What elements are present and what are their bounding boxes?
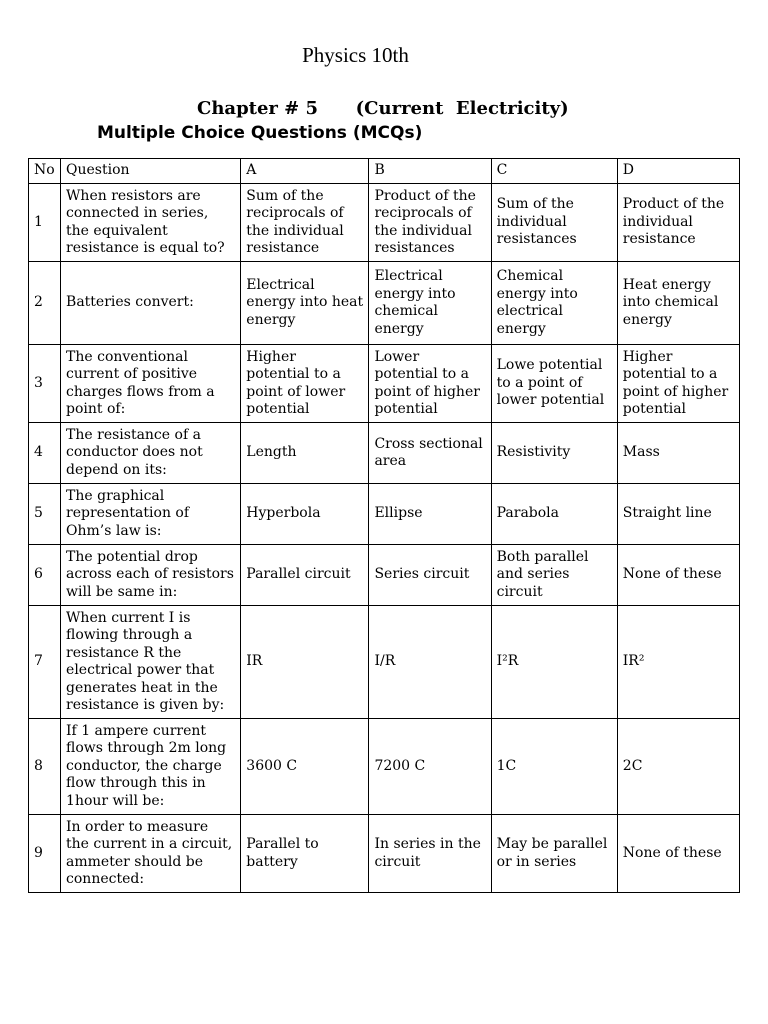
option-d: None of these (617, 815, 739, 893)
question-number: 7 (29, 606, 61, 719)
option-a: Electrical energy into heat energy (241, 262, 369, 345)
question-number: 3 (29, 345, 61, 423)
option-b: 7200 C (369, 719, 491, 815)
table-row (29, 484, 740, 545)
option-a: Parallel circuit (241, 545, 369, 606)
question-number: 4 (29, 423, 61, 484)
option-c: Sum of the individual resistances (491, 184, 617, 262)
question-text: When current I is flowing through a resistance R the electrical power that generates heat in the resistance is given by: (61, 606, 241, 719)
option-c: Lowe potential to a point of lower potential (491, 345, 617, 423)
header-no: No (29, 159, 61, 184)
option-a: Parallel to battery (241, 815, 369, 893)
option-d: IR² (617, 606, 739, 719)
option-b: Series circuit (369, 545, 491, 606)
option-b: In series in the circuit (369, 815, 491, 893)
option-d: 2C (617, 719, 739, 815)
option-c: May be parallel or in series (491, 815, 617, 893)
table-row (29, 262, 740, 345)
header-question: Question (61, 159, 241, 184)
document-subject-title: Physics 10th (302, 43, 409, 67)
table-row (29, 423, 740, 484)
question-text: The resistance of a conductor does not depend on its: (61, 423, 241, 484)
header-option-c: C (491, 159, 617, 184)
option-d: Higher potential to a point of higher potential (617, 345, 739, 423)
mcq-table (28, 158, 740, 893)
option-b: I/R (369, 606, 491, 719)
option-b: Cross sectional area (369, 423, 491, 484)
option-a: Higher potential to a point of lower potential (241, 345, 369, 423)
question-text: In order to measure the current in a circuit, ammeter should be connected: (61, 815, 241, 893)
option-c: Parabola (491, 484, 617, 545)
option-a: 3600 C (241, 719, 369, 815)
question-number: 6 (29, 545, 61, 606)
header-option-b: B (369, 159, 491, 184)
header-option-a: A (241, 159, 369, 184)
option-d: None of these (617, 545, 739, 606)
table-row (29, 815, 740, 893)
option-a: IR (241, 606, 369, 719)
question-text: When resistors are connected in series, the equivalent resistance is equal to? (61, 184, 241, 262)
option-a: Length (241, 423, 369, 484)
question-number: 1 (29, 184, 61, 262)
table-header-row (29, 159, 740, 184)
chapter-title: Chapter # 5 (Current Electricity) (197, 98, 569, 119)
option-b: Product of the reciprocals of the individual resistances (369, 184, 491, 262)
option-d: Mass (617, 423, 739, 484)
option-d: Straight line (617, 484, 739, 545)
question-text: The conventional current of positive charges flows from a point of: (61, 345, 241, 423)
question-text: The potential drop across each of resistors will be same in: (61, 545, 241, 606)
question-number: 8 (29, 719, 61, 815)
table-row (29, 345, 740, 423)
option-b: Ellipse (369, 484, 491, 545)
header-option-d: D (617, 159, 739, 184)
table-row (29, 545, 740, 606)
table-row (29, 184, 740, 262)
table-row (29, 606, 740, 719)
option-b: Electrical energy into chemical energy (369, 262, 491, 345)
option-c: I²R (491, 606, 617, 719)
option-c: Both parallel and series circuit (491, 545, 617, 606)
option-c: 1C (491, 719, 617, 815)
question-text: The graphical representation of Ohm’s law is: (61, 484, 241, 545)
question-number: 2 (29, 262, 61, 345)
option-a: Sum of the reciprocals of the individual resistance (241, 184, 369, 262)
question-number: 5 (29, 484, 61, 545)
option-b: Lower potential to a point of higher potential (369, 345, 491, 423)
option-a: Hyperbola (241, 484, 369, 545)
question-text: Batteries convert: (61, 262, 241, 345)
section-heading: Multiple Choice Questions (MCQs) (97, 123, 423, 143)
question-number: 9 (29, 815, 61, 893)
option-d: Product of the individual resistance (617, 184, 739, 262)
table-row (29, 719, 740, 815)
option-c: Chemical energy into electrical energy (491, 262, 617, 345)
question-text: If 1 ampere current flows through 2m long conductor, the charge flow through this in 1hour will be: (61, 719, 241, 815)
option-c: Resistivity (491, 423, 617, 484)
option-d: Heat energy into chemical energy (617, 262, 739, 345)
